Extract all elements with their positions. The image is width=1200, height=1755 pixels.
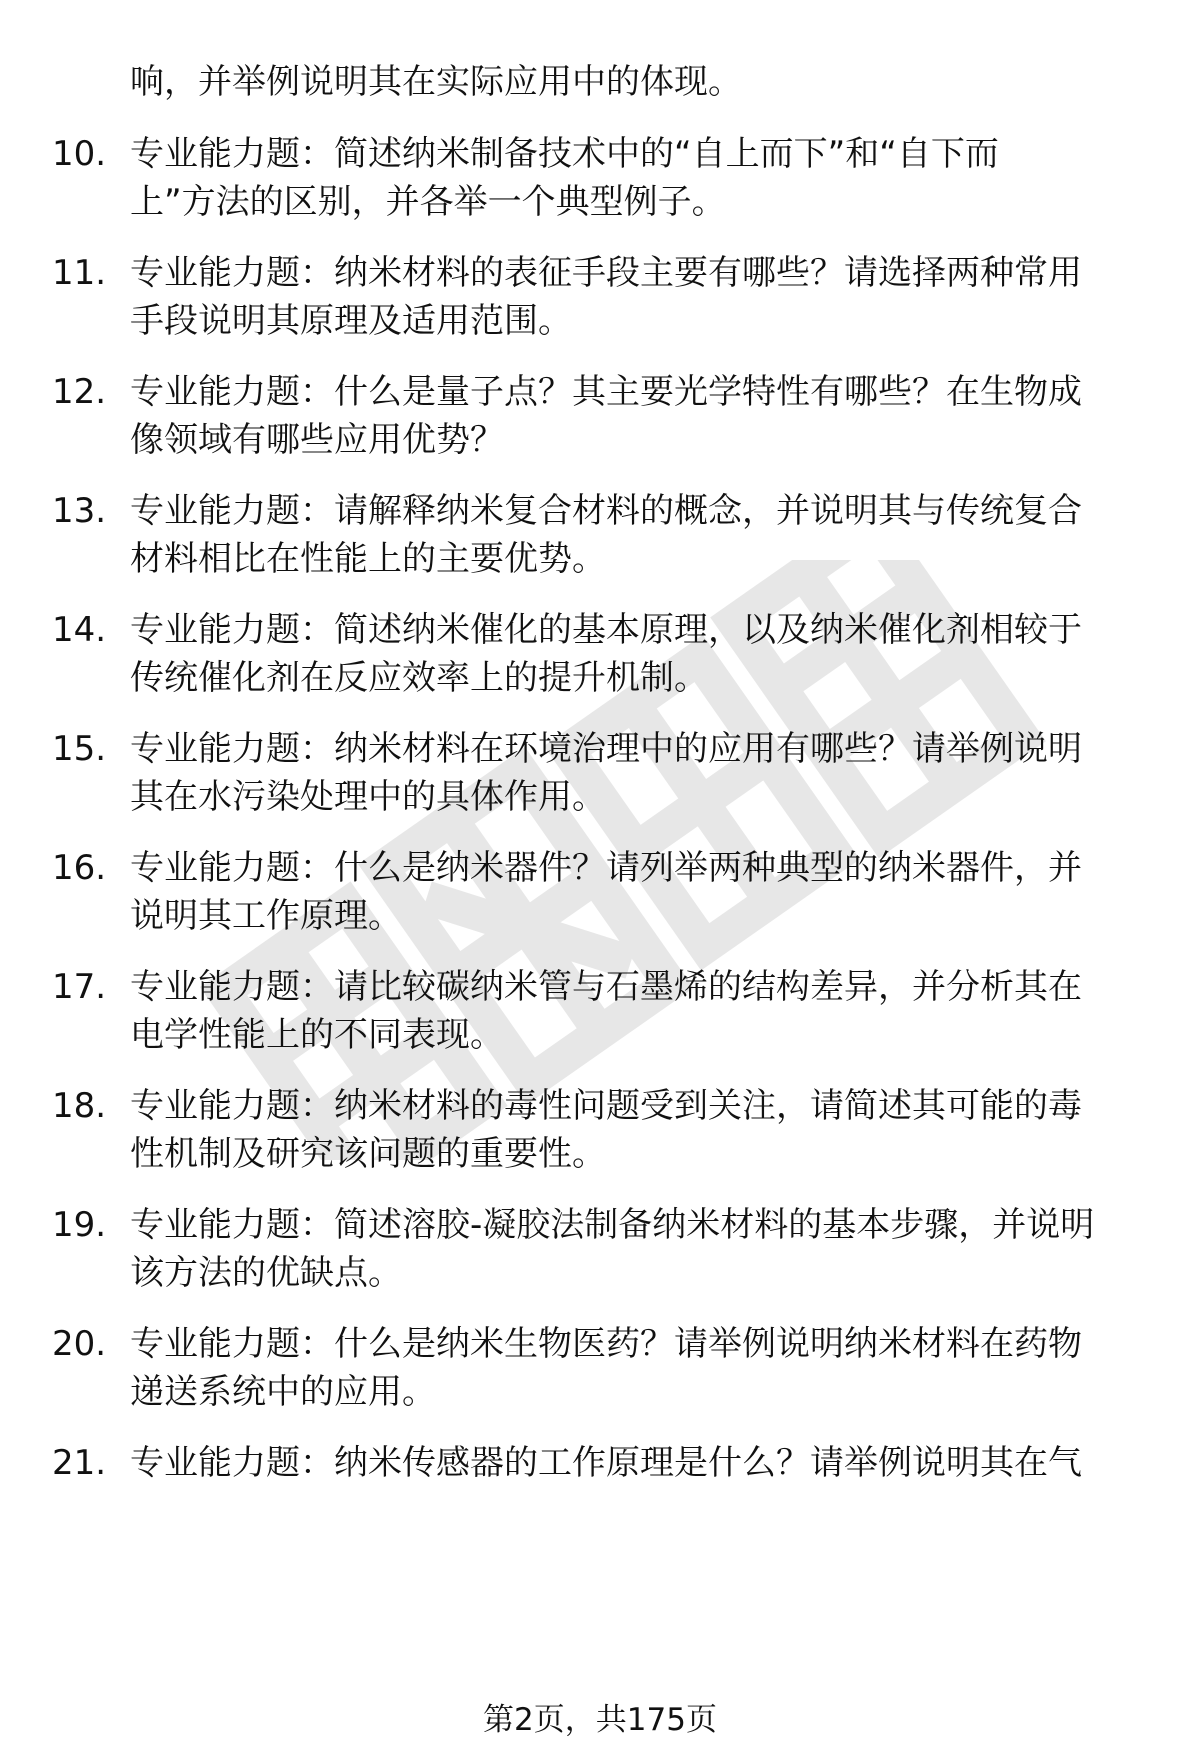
item-number: 17. <box>52 967 107 1007</box>
item-text-line-2: 传统催化剂在反应效率上的提升机制。 <box>130 658 708 698</box>
item-number: 16. <box>52 848 107 888</box>
item-number: 13. <box>52 491 107 531</box>
item-text-line-2: 其在水污染处理中的具体作用。 <box>130 777 606 817</box>
item-text-line-2: 上”方法的区别，并各举一个典型例子。 <box>130 182 726 222</box>
item-text-line-1: 专业能力题：请解释纳米复合材料的概念，并说明其与传统复合 <box>130 491 1082 531</box>
item-text-line-2: 说明其工作原理。 <box>130 896 402 936</box>
item-text-line-1: 专业能力题：纳米材料的表征手段主要有哪些？请选择两种常用 <box>130 253 1082 293</box>
item-text-line-2: 性机制及研究该问题的重要性。 <box>130 1134 606 1174</box>
item-text-line-1: 专业能力题：什么是量子点？其主要光学特性有哪些？在生物成 <box>130 372 1082 412</box>
item-text-line-2: 材料相比在性能上的主要优势。 <box>130 539 606 579</box>
item-number: 18. <box>52 1086 107 1126</box>
item-number: 10. <box>52 134 107 174</box>
item-text-line-2: 像领域有哪些应用优势？ <box>130 420 504 460</box>
item-text-line-2: 手段说明其原理及适用范围。 <box>130 301 572 341</box>
continuation-line: 响，并举例说明其在实际应用中的体现。 <box>130 62 742 102</box>
item-text-line-2: 该方法的优缺点。 <box>130 1253 402 1293</box>
item-number: 12. <box>52 372 107 412</box>
item-number: 15. <box>52 729 107 769</box>
page-footer: 第2页，共175页 <box>483 1702 717 1738</box>
item-text-line-2: 电学性能上的不同表现。 <box>130 1015 504 1055</box>
item-text-line-1: 专业能力题：纳米材料在环境治理中的应用有哪些？请举例说明 <box>130 729 1082 769</box>
item-number: 19. <box>52 1205 107 1245</box>
item-number: 20. <box>52 1324 107 1364</box>
item-text-line-1: 专业能力题：请比较碳纳米管与石墨烯的结构差异，并分析其在 <box>130 967 1082 1007</box>
item-number: 14. <box>52 610 107 650</box>
item-number: 21. <box>52 1443 107 1483</box>
item-text-line-1: 专业能力题：纳米材料的毒性问题受到关注，请简述其可能的毒 <box>130 1086 1082 1126</box>
item-text-line-2: 递送系统中的应用。 <box>130 1372 436 1412</box>
item-text-line-1: 专业能力题：什么是纳米生物医药？请举例说明纳米材料在药物 <box>130 1324 1082 1364</box>
item-text-line-1: 专业能力题：简述纳米催化的基本原理，以及纳米催化剂相较于 <box>130 610 1082 650</box>
item-text-line-1: 专业能力题：纳米传感器的工作原理是什么？请举例说明其在气 <box>130 1443 1082 1483</box>
item-text-line-1: 专业能力题：简述溶胶-凝胶法制备纳米材料的基本步骤，并说明 <box>130 1205 1095 1245</box>
item-number: 11. <box>52 253 107 293</box>
item-text-line-1: 专业能力题：简述纳米制备技术中的“自上而下”和“自下而 <box>130 134 999 174</box>
item-text-line-1: 专业能力题：什么是纳米器件？请列举两种典型的纳米器件，并 <box>130 848 1082 888</box>
